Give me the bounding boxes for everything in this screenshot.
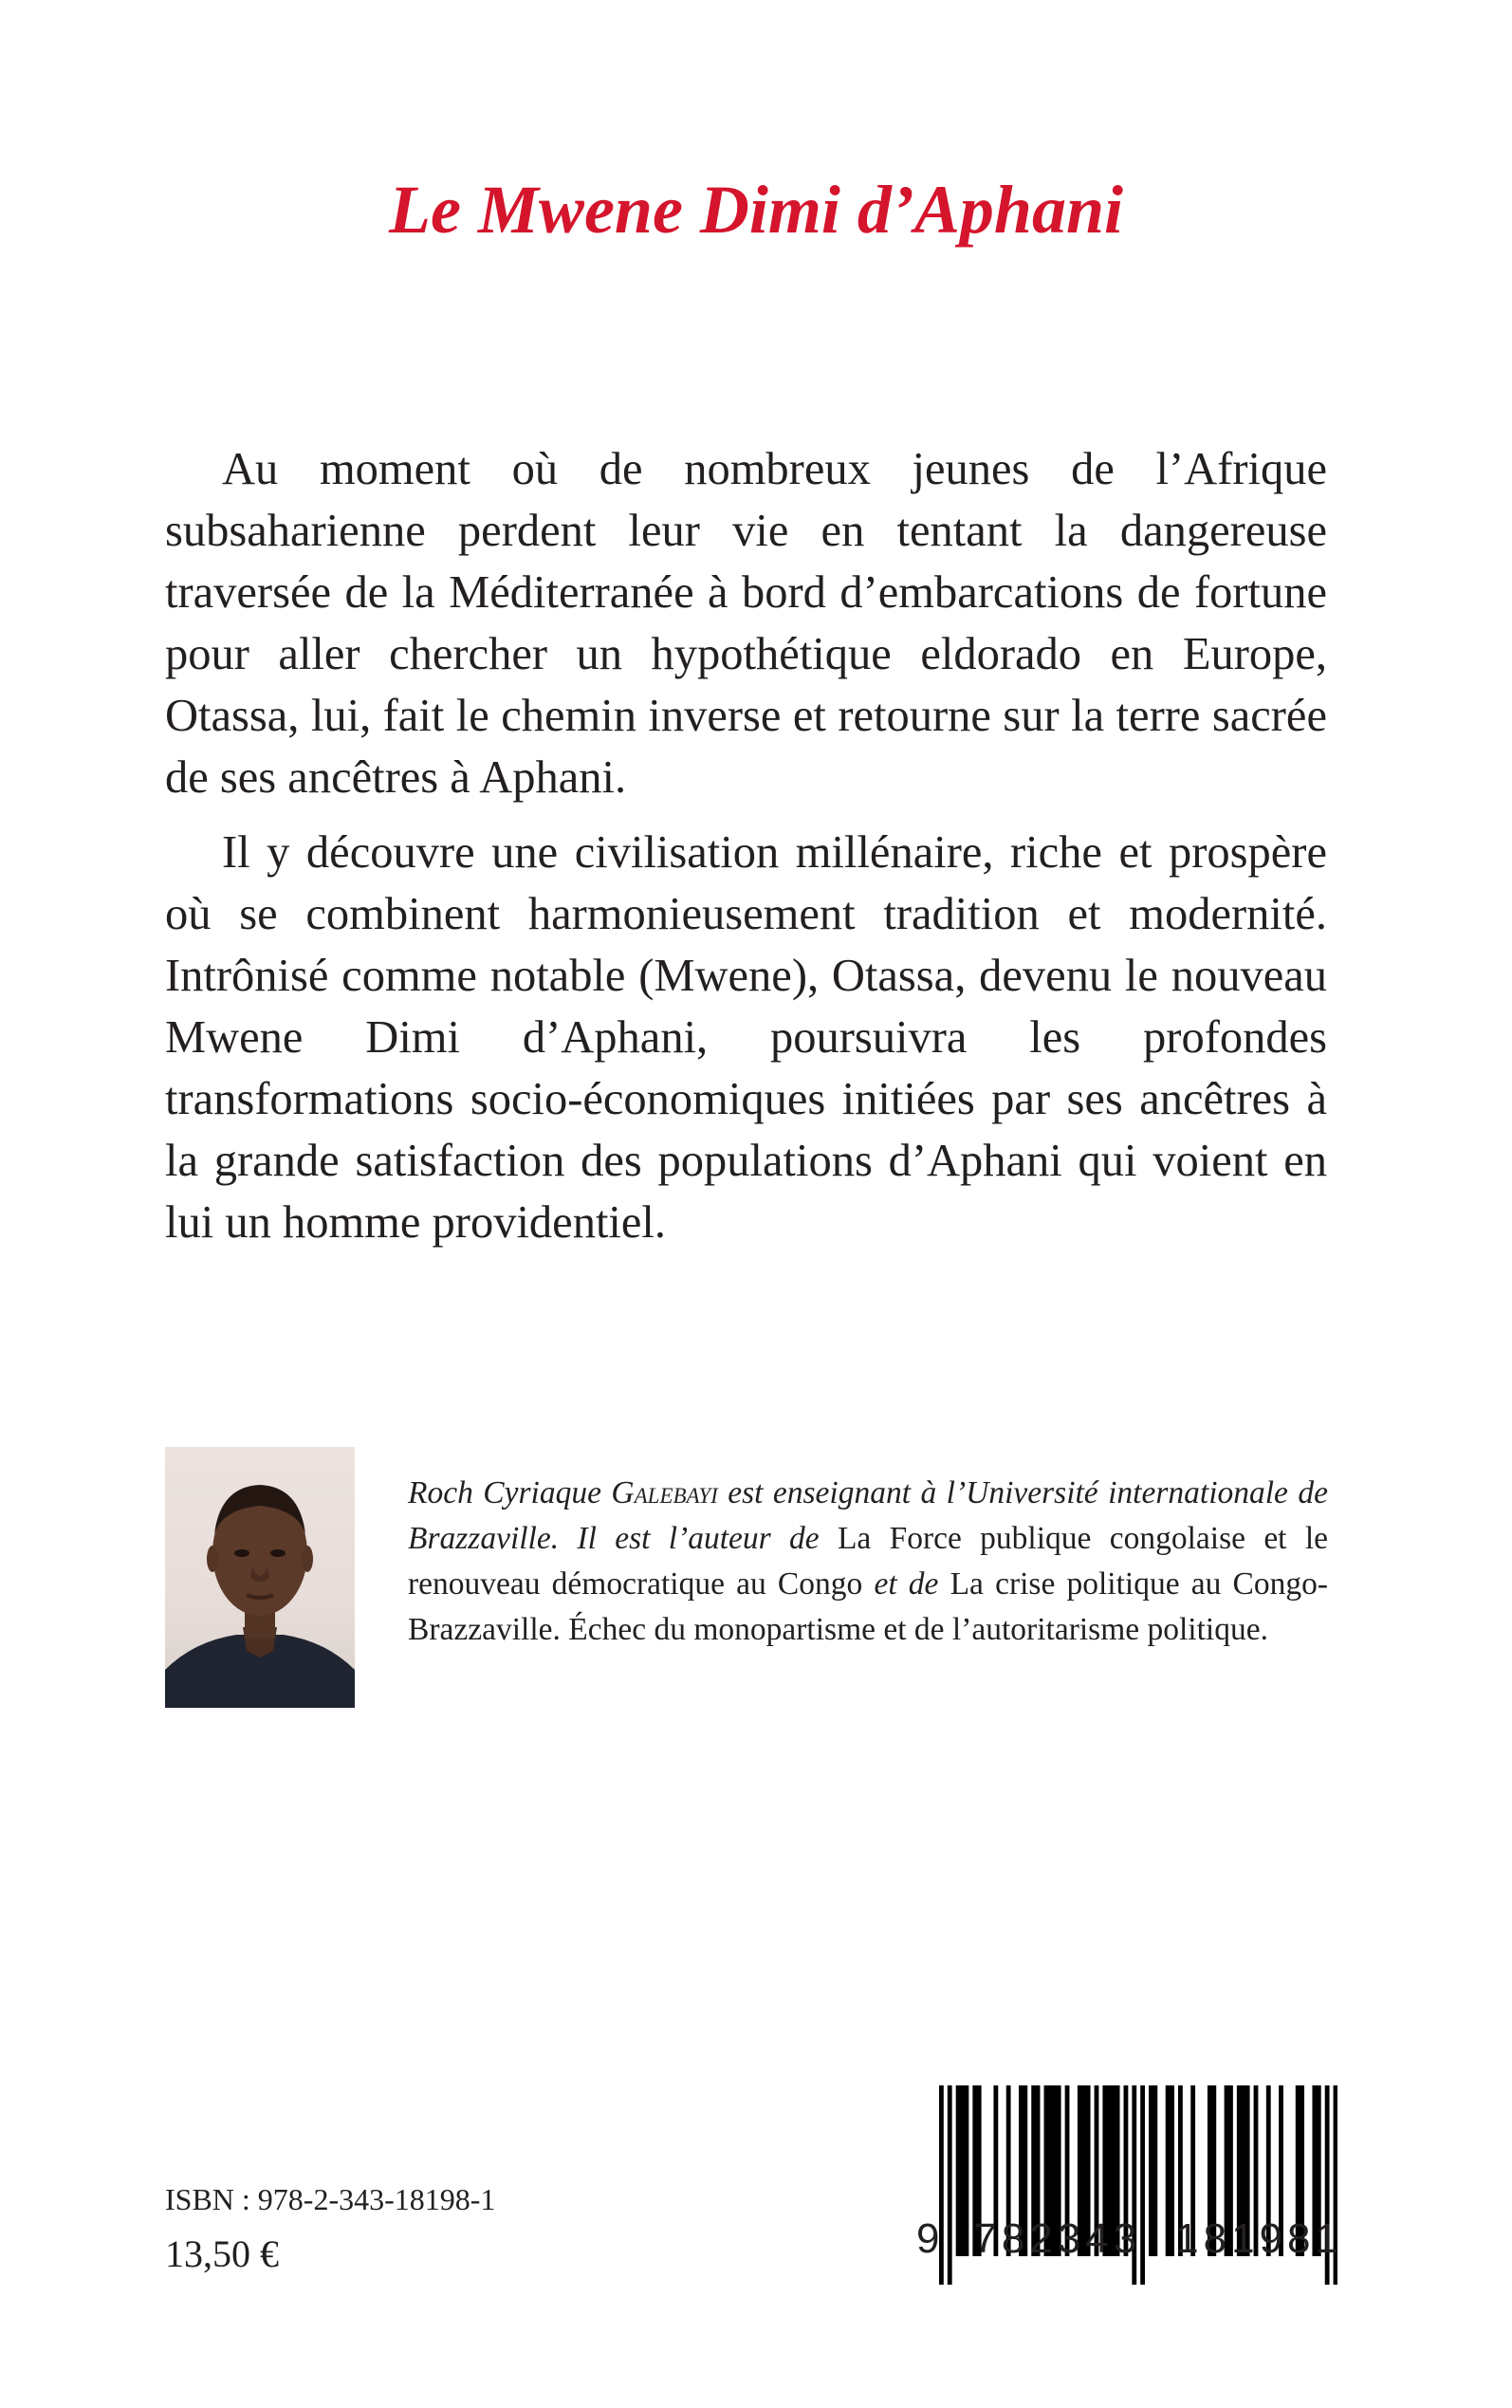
author-photo: [165, 1447, 355, 1708]
author-name-last: Galebayi: [611, 1475, 718, 1510]
synopsis-paragraph: Au moment où de nombreux jeunes de l’Afrique subsaharienne perdent leur vie en tentant la dangereuse traversée de la Méditerranée à bord d’embarcations de fortune pour aller chercher un hypothétique eldorado en Europe, Otassa, lui, fait le chemin inverse et retourne sur la terre sacrée de ses ancêtres à Aphani.: [165, 444, 1327, 803]
barcode-number: [916, 2215, 1343, 2263]
barcode-group-right: 181981: [1175, 2215, 1343, 2262]
isbn: ISBN : 978-2-343-18198-1: [165, 2182, 496, 2216]
barcode-digit-first: 9: [916, 2215, 940, 2262]
synopsis: [165, 438, 1327, 1267]
synopsis-paragraph: Il y découvre une civilisation millénaire, riche et prospère où se combinent harmonieusement tradition et modernité. Intrônisé comme notable (Mwene), Otassa, devenu le nouveau Mwene Dimi d’Aphani, poursuivra les profondes transformations socio-économiques initiées par ses ancêtres à la grande satisfaction des populations d’Aphani qui voient en lui un homme providentiel.: [165, 827, 1327, 1248]
author-bio-connector: et de: [862, 1566, 950, 1602]
price: 13,50 €: [165, 2232, 279, 2275]
author-book-2: La crise politique au Congo-Brazzaville. Échec du monopartisme et de l’autoritarisme politique.: [408, 1566, 1329, 1647]
barcode-group-left: 782343: [973, 2215, 1142, 2262]
author-bio-intro: est enseignant à l’Université internationale de Brazzaville. Il est l’auteur de: [408, 1475, 1328, 1556]
author-bio: [408, 1471, 1328, 1653]
author-name-first: Roch Cyriaque: [408, 1475, 612, 1510]
author-book-1: La Force publique congolaise et le renouveau démocratique au Congo: [408, 1521, 1328, 1602]
book-title: Le Mwene Dimi d’Aphani: [388, 172, 1124, 248]
